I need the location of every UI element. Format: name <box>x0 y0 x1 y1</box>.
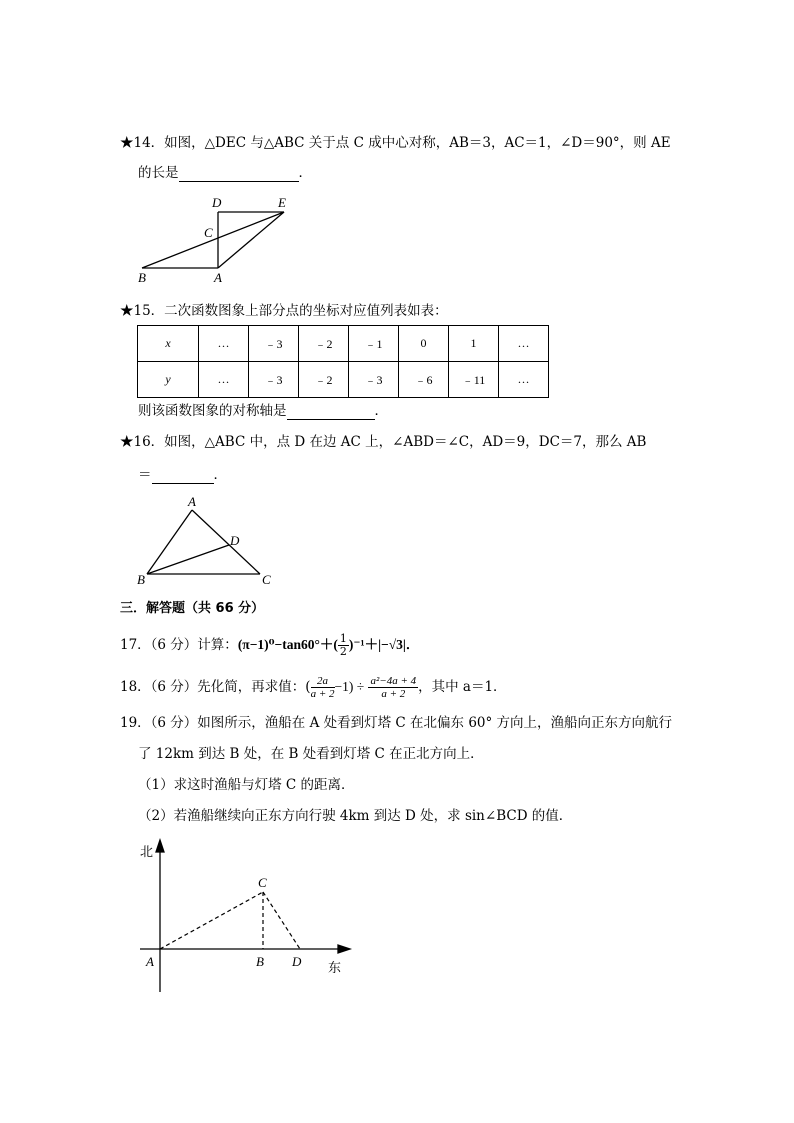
q16-answer-blank[interactable] <box>152 469 214 484</box>
q19-segment-CD <box>263 892 300 949</box>
section3-title: 三．解答题（共 66 分） <box>120 601 265 616</box>
q14-label-E: E <box>278 195 286 210</box>
q15-y-cell: … <box>499 362 549 398</box>
q18-prefix: 18．（6 分）先化简，再求值：( <box>120 679 311 695</box>
q17-frac-den: 2 <box>339 645 347 658</box>
q15-text: 15．二次函数图象上部分点的坐标对应值列表如表： <box>133 303 448 319</box>
q16-line2 <box>138 466 227 484</box>
q15-y-cell: ﹣6 <box>399 362 449 398</box>
q16-line2-suffix: ． <box>213 467 227 483</box>
q19-label-east: 东 <box>328 961 342 976</box>
q16-segment-BD <box>147 545 229 574</box>
q15-line2 <box>138 402 388 420</box>
q14-line2 <box>138 164 312 182</box>
q18-fraction-2 <box>368 675 418 700</box>
q16-star-icon: ★ <box>120 434 134 450</box>
q14-answer-blank[interactable] <box>179 167 299 182</box>
east-arrow-icon <box>338 945 350 953</box>
q17-expr-b: )⁻¹＋|−√3|． <box>348 637 420 652</box>
q19-segment-AC <box>160 892 263 949</box>
table-row <box>138 326 549 362</box>
q19-line2: 了 12km 到达 B 处，在 B 处看到灯塔 C 在正北方向上． <box>138 746 484 762</box>
q18-frac2-num: a²−4a + 4 <box>370 675 417 687</box>
q15-line2-prefix: 则该函数图象的对称轴是 <box>138 403 287 419</box>
q16-label-B: B <box>137 572 145 587</box>
q16-figure <box>132 494 282 590</box>
q14-segment-EB <box>142 212 284 268</box>
q14-line2-prefix: 的长是 <box>138 165 179 181</box>
q15-x-cell: … <box>199 326 249 362</box>
q15-x-cell: ﹣3 <box>249 326 299 362</box>
q14-star-icon: ★ <box>120 135 134 151</box>
q16-label-D: D <box>230 533 240 548</box>
q15-line1 <box>120 302 448 320</box>
q14-label-C: C <box>204 225 213 240</box>
q15-y-cell: ﹣3 <box>349 362 399 398</box>
q14-label-B: B <box>138 270 146 285</box>
q15-answer-blank[interactable] <box>287 405 375 420</box>
q16-text: 16．如图，△ABC 中，点 D 在边 AC 上，∠ABD＝∠C，AD＝9，DC＝7，那么 AB <box>133 434 647 450</box>
q14-label-A: A <box>214 270 222 285</box>
q15-x-cell: ﹣1 <box>349 326 399 362</box>
q16-label-A: A <box>188 494 196 509</box>
q19-label-B: B <box>256 954 264 969</box>
q15-y-cell: ﹣2 <box>299 362 349 398</box>
q17-frac-num: 1 <box>339 632 347 645</box>
q19-label-north: 北 <box>140 845 154 860</box>
q19-part2: （2）若渔船继续向正东方向行驶 4km 到达 D 处，求 sin∠BCD 的值． <box>138 808 573 824</box>
q14-segment-EA <box>218 212 284 268</box>
q16-label-C: C <box>262 572 271 587</box>
q15-x-label: x <box>138 326 199 362</box>
q18-frac1-den: a + 2 <box>310 688 335 700</box>
q17-fraction <box>338 633 349 658</box>
q14-label-D: D <box>212 195 222 210</box>
q16-line2-prefix: ＝ <box>138 467 152 483</box>
q16-segment-AC <box>192 510 260 574</box>
q15-x-cell: … <box>499 326 549 362</box>
table-row <box>138 362 549 398</box>
q15-y-label: y <box>138 362 199 398</box>
q14-figure <box>130 192 300 288</box>
q18-suffix: ，其中 a＝1． <box>418 679 507 695</box>
q17-line <box>120 632 419 660</box>
q18-line <box>120 672 507 704</box>
q15-x-cell: 0 <box>399 326 449 362</box>
q15-y-cell: ﹣11 <box>449 362 499 398</box>
q19-label-A: A <box>146 954 154 969</box>
q16-line1 <box>120 433 646 451</box>
q17-expr-a: (π−1)⁰−tan60°＋( <box>237 637 338 652</box>
q14-text: 14．如图，△DEC 与△ABC 关于点 C 成中心对称，AB＝3，AC＝1，∠D＝90°，则 AE <box>133 135 671 151</box>
q14-line2-suffix: ． <box>298 165 312 181</box>
q15-y-cell: ﹣3 <box>249 362 299 398</box>
q19-part1: （1）求这时渔船与灯塔 C 的距离． <box>138 777 355 793</box>
q15-x-cell: 1 <box>449 326 499 362</box>
q16-segment-AB <box>147 510 192 574</box>
north-arrow-icon <box>156 840 164 852</box>
q19-label-D: D <box>292 954 302 969</box>
q15-star-icon: ★ <box>120 303 134 319</box>
q18-mid: −1) ÷ <box>334 679 365 694</box>
q18-frac2-den: a + 2 <box>381 688 406 700</box>
q18-fraction-1 <box>311 675 335 700</box>
q15-y-cell: … <box>199 362 249 398</box>
q17-prefix: 17．（6 分）计算： <box>120 637 238 653</box>
q19-figure <box>130 834 360 998</box>
q19-label-C: C <box>258 875 267 890</box>
q15-x-cell: ﹣2 <box>299 326 349 362</box>
q15-line2-suffix: ． <box>374 403 388 419</box>
q15-value-table <box>137 325 549 398</box>
q18-frac1-num: 2a <box>311 675 335 688</box>
q14-line1 <box>120 134 671 152</box>
q19-line1: 19．（6 分）如图所示，渔船在 A 处看到灯塔 C 在北偏东 60° 方向上，渔船向正东方向航行 <box>120 715 673 731</box>
